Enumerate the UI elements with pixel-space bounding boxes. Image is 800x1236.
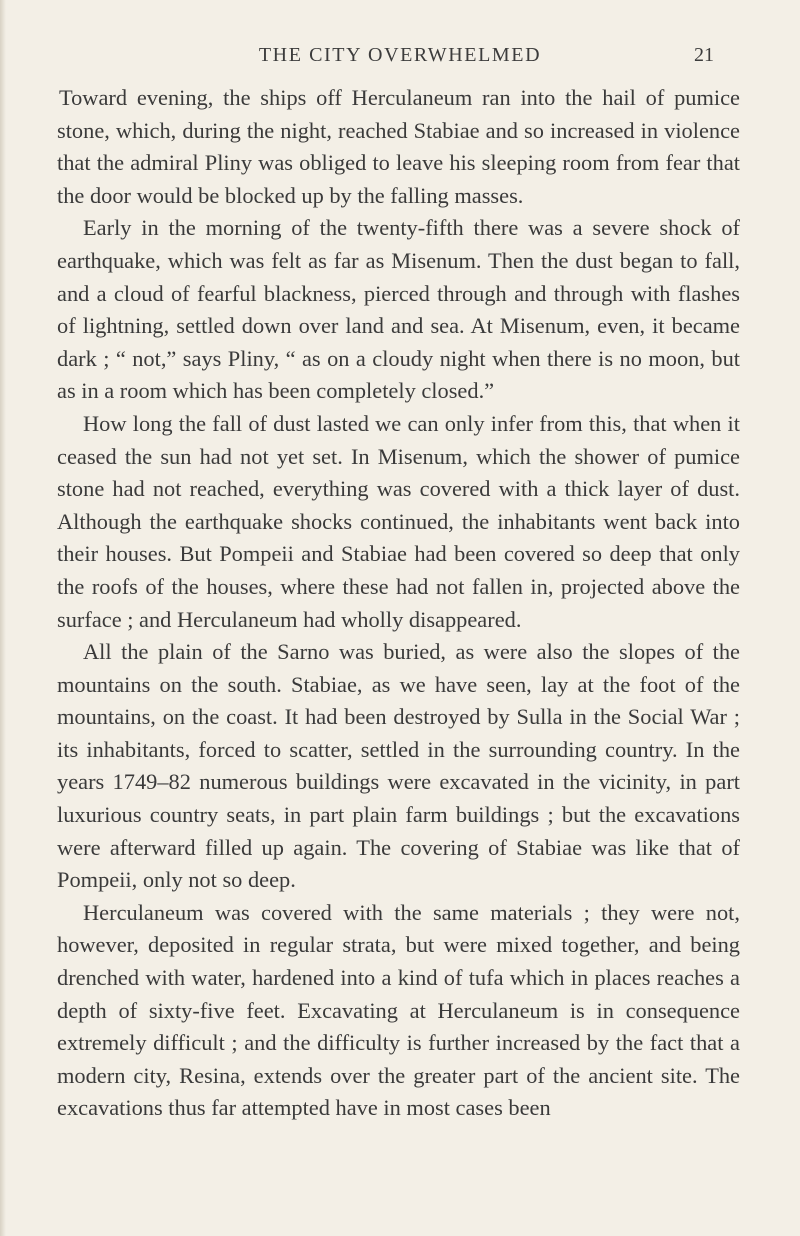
page-edge-shadow xyxy=(0,0,6,1236)
body-text xyxy=(57,82,740,1125)
paragraph: Early in the morning of the twenty-fifth there was a severe shock of earthquake, which was felt as far as Misenum. Then the dust began to fall, and a cloud of fearful blackness, pierced through and through with flashes of lightning, settled down over land and sea. At Misenum, even, it became dark ; “ not,” says Pliny, “ as on a cloudy night when there is no moon, but as in a room which has been completely closed.” xyxy=(57,215,740,404)
page-number: 21 xyxy=(694,44,714,66)
running-title: THE CITY OVERWHELMED xyxy=(258,44,542,66)
paragraph: Herculaneum was covered with the same materials ; they were not, however, deposited in regular strata, but were mixed together, and being drenched with water, hardened into a kind of tufa which in places reaches a depth of sixty-five feet. Excavating at Herculaneum is in consequence extremely difficult ; and the difficulty is further increased by the fact that a modern city, Resina, extends over the greater part of the ancient site. The excavations thus far attempted have in most cases been xyxy=(57,899,740,1121)
paragraph: All the plain of the Sarno was buried, as were also the slopes of the mountains on the south. Stabiae, as we have seen, lay at the foot of the mountains, on the coast. It had been destroyed by Sulla in the Social War ; its inhabitants, forced to scatter, settled in the surrounding country. In the years 1749–82 numerous buildings were excavated in the vicinity, in part luxurious country seats, in part plain farm buildings ; but the excavations were afterward filled up again. The covering of Stabiae was like that of Pompeii, only not so deep. xyxy=(57,639,740,893)
paragraph: Toward evening, the ships off Herculaneum ran into the hail of pumice stone, which, during the night, reached Stabiae and so increased in violence that the admiral Pliny was obliged to leave his sleeping room from fear that the door would be blocked up by the falling masses. xyxy=(57,85,740,208)
running-head xyxy=(0,44,800,84)
paragraph: How long the fall of dust lasted we can only infer from this, that when it ceased the sun had not yet set. In Misenum, which the shower of pumice stone had not reached, everything was covered with a thick layer of dust. Although the earthquake shocks continued, the inhabitants went back into their houses. But Pompeii and Stabiae had been covered so deep that only the roofs of the houses, where these had not fallen in, projected above the surface ; and Herculaneum had wholly disappeared. xyxy=(57,410,740,632)
